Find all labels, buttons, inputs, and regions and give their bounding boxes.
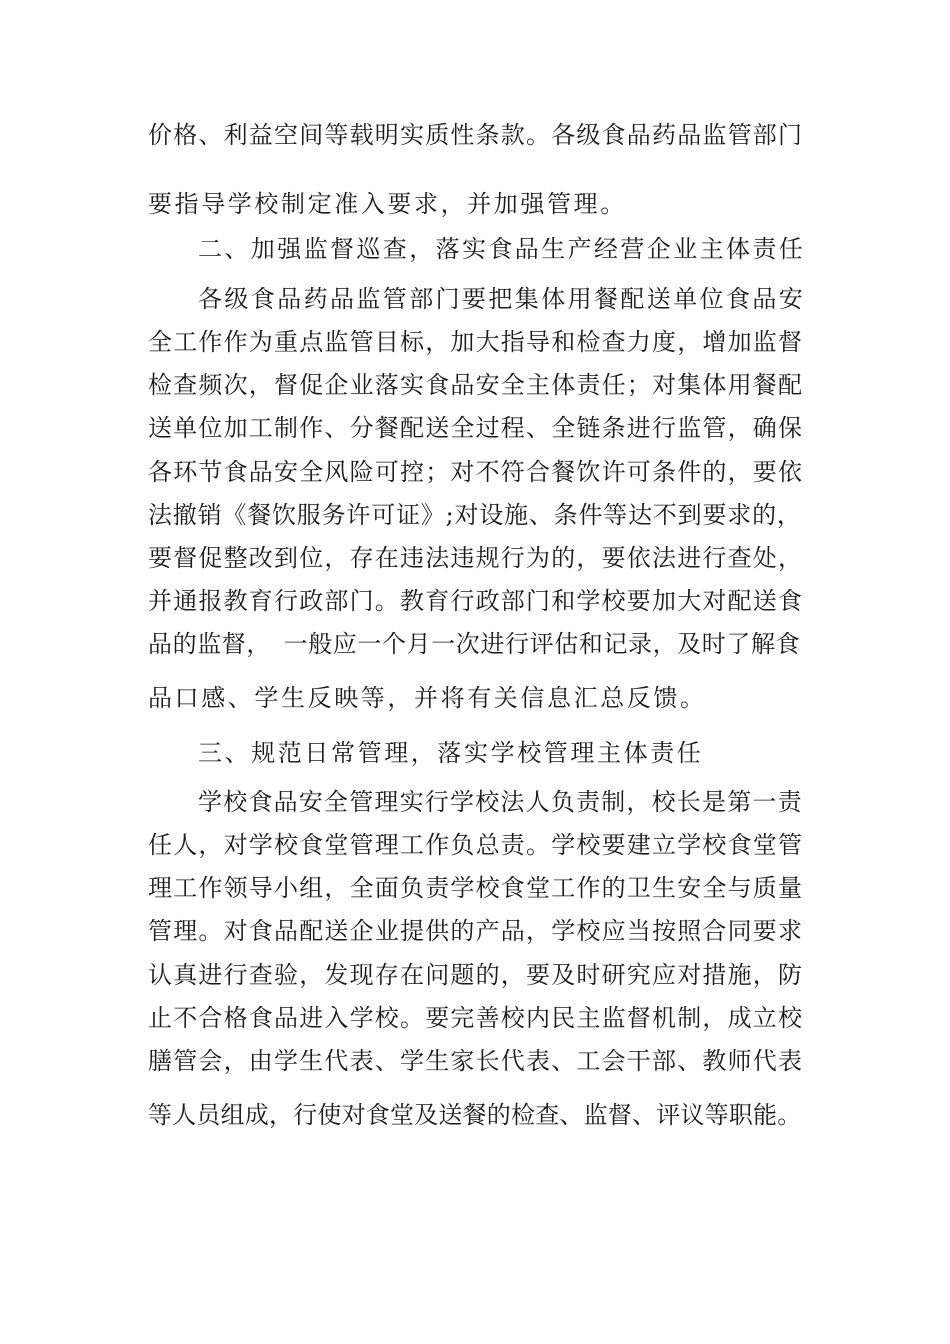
text-line: 理工作领导小组，全面负责学校食堂工作的卫生安全与质量 <box>148 874 804 902</box>
text-line: 各级食品药品监管部门要把集体用餐配送单位食品安 <box>198 285 806 313</box>
text-line: 价格、利益空间等载明实质性条款。各级食品药品监管部门 <box>148 121 804 149</box>
text-line: 学校食品安全管理实行学校法人负责制，校长是第一责 <box>198 788 803 816</box>
text-line: 各环节食品安全风险可控；对不符合餐饮许可条件的，要依 <box>148 458 804 486</box>
text-line: 要指导学校制定准入要求，并加强管理。 <box>148 190 627 218</box>
text-line: 并通报教育行政部门。教育行政部门和学校要加大对配送食 <box>148 587 804 615</box>
text-line: 品的监督， 一般应一个月一次进行评估和记录，及时了解食 <box>148 630 801 658</box>
text-line: 法撤销《餐饮服务许可证》;对设施、条件等达不到要求的， <box>148 501 802 529</box>
text-line: 要督促整改到位，存在违法违规行为的，要依法进行查处， <box>148 544 804 572</box>
text-line: 送单位加工制作、分餐配送全过程、全链条进行监管，确保 <box>148 414 804 442</box>
text-line: 任人，对学校食堂管理工作负总责。学校要建立学校食堂管 <box>148 831 804 859</box>
text-line: 止不合格食品进入学校。要完善校内民主监督机制，成立校 <box>148 1004 804 1032</box>
text-line: 全工作作为重点监管目标，加大指导和检查力度，增加监督 <box>148 328 804 356</box>
text-line: 认真进行查验，发现存在问题的，要及时研究应对措施，防 <box>148 961 804 989</box>
text-line: 管理。对食品配送企业提供的产品，学校应当按照合同要求 <box>148 917 804 945</box>
section-heading: 三、规范日常管理，落实学校管理主体责任 <box>198 739 704 767</box>
text-line: 检查频次，督促企业落实食品安全主体责任；对集体用餐配 <box>148 371 804 399</box>
text-line: 品口感、学生反映等，并将有关信息汇总反馈。 <box>148 684 707 712</box>
section-heading: 二、加强监督巡查，落实食品生产经营企业主体责任 <box>198 235 806 263</box>
text-line: 等人员组成，行使对食堂及送餐的检查、监督、评议等职能。 <box>148 1101 802 1129</box>
text-line: 膳管会，由学生代表、学生家长代表、工会干部、教师代表 <box>148 1047 804 1075</box>
